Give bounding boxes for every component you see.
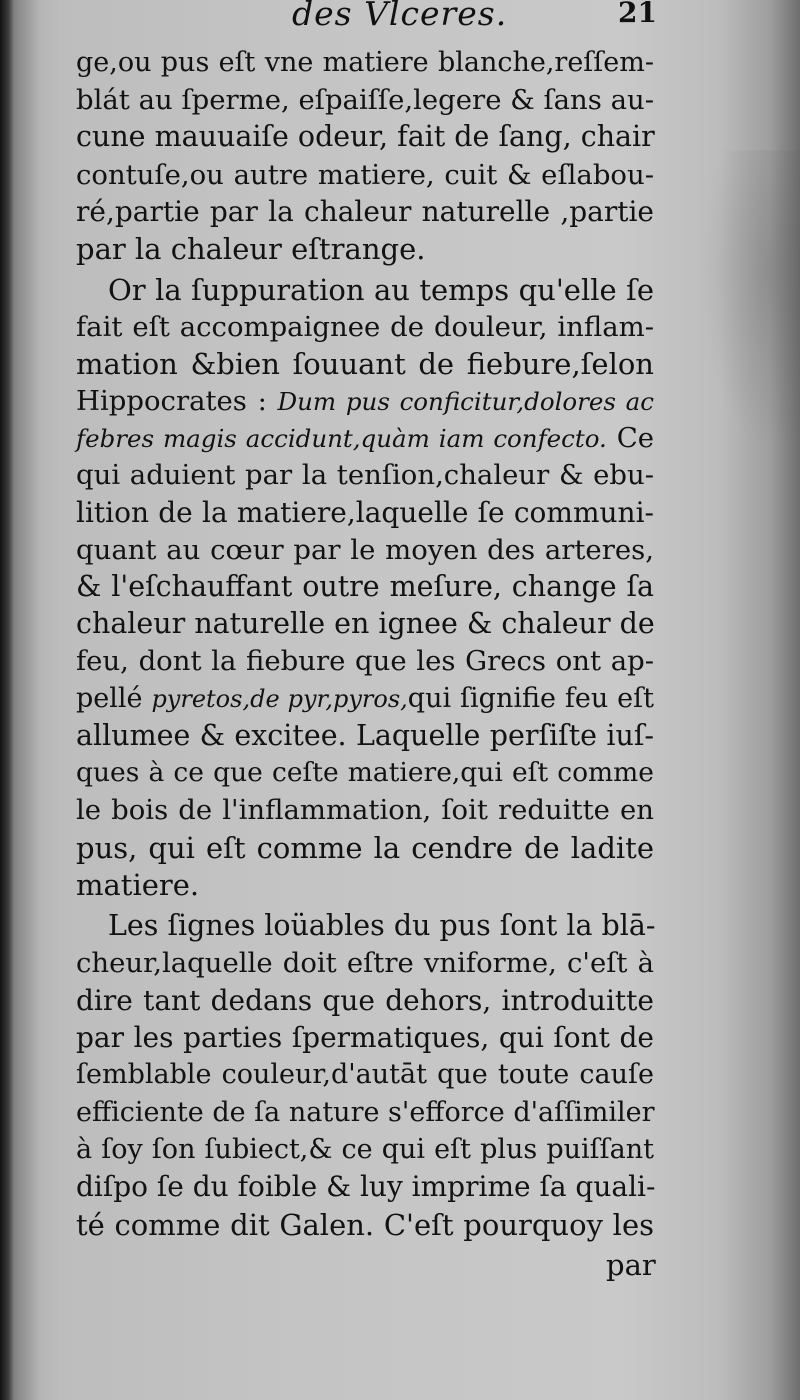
text-line: ge,ou pus eſt vne matiere blanche,reſſem- xyxy=(76,47,654,78)
text-line: contuſe,ou autre matiere, cuit & eſlabou- xyxy=(76,159,654,191)
text-line: pus, qui eſt comme la cendre de ladite xyxy=(76,831,654,865)
text-line: blát au ſperme, eſpaiſſe,legere & ſans au- xyxy=(76,84,654,116)
latin-quote: febres magis accidunt,quàm iam confecto. xyxy=(76,424,607,453)
text-line: matiere. xyxy=(76,868,200,902)
text-line: allumee & excitee. Laquelle perſiſte iuſ- xyxy=(76,719,654,752)
text-line: ſemblable couleur,d'autāt que toute cauſe xyxy=(76,1059,654,1090)
text-line: cheur,laquelle doit eſtre vniforme, c'eſt à xyxy=(76,947,654,979)
text-line: par les parties ſpermatiques, qui ſont de xyxy=(76,1021,654,1054)
paragraph-start-line: Les ſignes loüables du pus ſont la blā- xyxy=(108,909,656,942)
text-line: Hippocrates : Dum pus conficitur,dolores ac xyxy=(76,385,654,417)
page-header xyxy=(0,0,800,40)
text-line: quant au cœur par le moyen des arteres, xyxy=(76,534,654,566)
page-number: 21 xyxy=(618,0,657,29)
text-line: mation &bien ſouuant de fiebure,ſelon xyxy=(76,347,654,381)
text-line: ré,partie par la chaleur naturelle ,partie xyxy=(76,195,654,228)
running-title: des Vlceres. xyxy=(292,0,508,33)
catchword: par xyxy=(606,1248,656,1282)
show-through-stain xyxy=(700,150,800,450)
text-line: cune mauuaiſe odeur, fait de ſang, chair xyxy=(76,120,655,153)
paragraph-start-line: Or la ſuppuration au temps qu'elle ſe xyxy=(108,273,654,307)
text-line: le bois de l'inflammation, ſoit reduitte en xyxy=(76,794,654,826)
text-line: diſpo ſe du foible & luy imprime ſa quali- xyxy=(76,1170,656,1203)
text-line: pellé pyretos,de pyr,pyros,qui ſignifie feu eſt xyxy=(76,683,654,714)
greek-term: pyretos,de pyr,pyros, xyxy=(151,685,408,713)
text-line: feu, dont la fiebure que les Grecs ont ap- xyxy=(76,645,654,677)
text-line: qui aduient par la tenſion,chaleur & ebu- xyxy=(76,459,654,491)
text-line: dire tant dedans que dehors, introduitte xyxy=(76,984,654,1017)
text-line: ques à ce que ceſte matiere,qui eſt comme xyxy=(76,757,654,788)
text-line: fait eſt accompaignee de douleur, inflam- xyxy=(76,311,654,343)
latin-quote: Dum pus conficitur,dolores ac xyxy=(277,387,654,416)
text-line: par la chaleur eſtrange. xyxy=(76,232,426,266)
text-line: febres magis accidunt,quàm iam confecto. Ce xyxy=(76,422,655,454)
text-line: à ſoy ſon ſubiect,& ce qui eſt plus puiſſant xyxy=(76,1134,654,1165)
text-line: lition de la matiere,laquelle ſe communi- xyxy=(76,496,654,529)
text-line: chaleur naturelle en ignee & chaleur de xyxy=(76,607,655,640)
text-line: efficiente de ſa nature s'efforce d'aſſimiler xyxy=(76,1097,655,1128)
text-line: & l'eſchauffant outre meſure, change ſa xyxy=(76,570,654,603)
text-line: té comme dit Galen. C'eſt pourquoy les xyxy=(76,1208,654,1242)
gutter-shadow xyxy=(0,0,14,1400)
